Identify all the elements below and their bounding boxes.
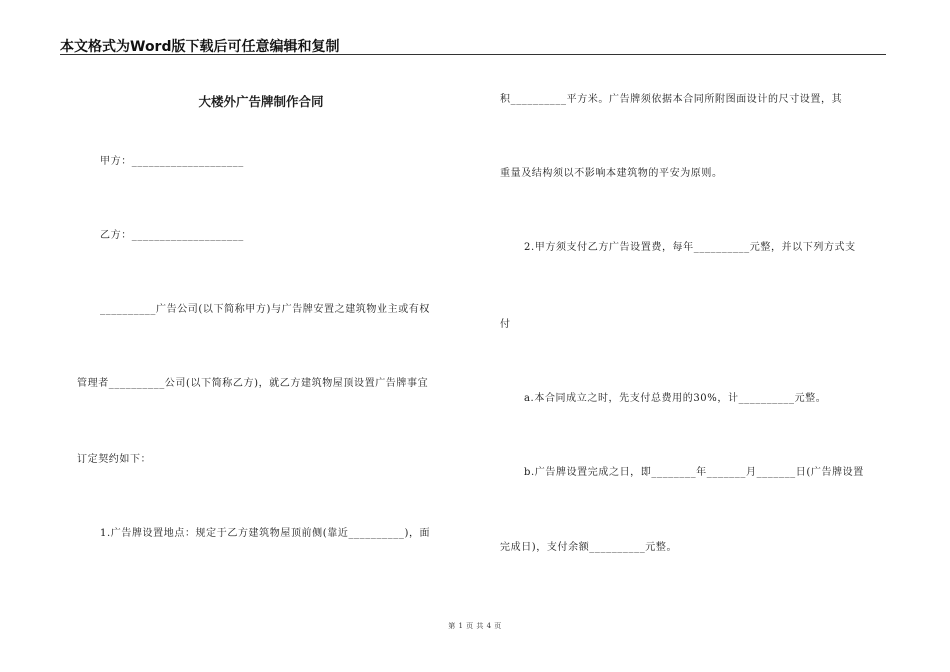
header-text: 本文格式为Word版下载后可任意编辑和复制 <box>60 39 340 55</box>
header-divider <box>60 54 886 55</box>
paragraph-line: 订定契约如下： <box>77 454 152 465</box>
paragraph-line: 积__________平方米。广告牌须依据本合同所附图面设计的尺寸设置，其 <box>500 94 843 105</box>
document-title: 大楼外广告牌制作合同 <box>198 94 324 109</box>
paragraph-line: 重量及结构须以不影响本建筑物的平安为原则。 <box>500 168 723 179</box>
clause-b-line: b.广告牌设置完成之日，即________年_______月_______日(广告牌设置 <box>524 467 864 478</box>
paragraph-line: __________广告公司(以下简称甲方)与广告牌安置之建筑物业主或有权 <box>100 304 431 315</box>
clause-a-line: a.本合同成立之时，先支付总费用的30%，计__________元整。 <box>524 393 827 404</box>
paragraph-line: 完成日)，支付余额__________元整。 <box>500 542 678 553</box>
party-a-line: 甲方：____________________ <box>100 156 244 167</box>
clause-2-line: 2.甲方须支付乙方广告设置费，每年__________元整，并以下列方式支 <box>524 242 856 253</box>
paragraph-line: 付 <box>500 319 511 330</box>
clause-1-line: 1.广告牌设置地点：规定于乙方建筑物屋顶前侧(靠近__________)，面 <box>100 528 431 539</box>
page-indicator: 第 1 页 共 4 页 <box>448 622 502 630</box>
party-b-line: 乙方：____________________ <box>100 230 244 241</box>
paragraph-line: 管理者__________公司(以下简称乙方)，就乙方建筑物屋顶设置广告牌事宜 <box>77 378 429 389</box>
